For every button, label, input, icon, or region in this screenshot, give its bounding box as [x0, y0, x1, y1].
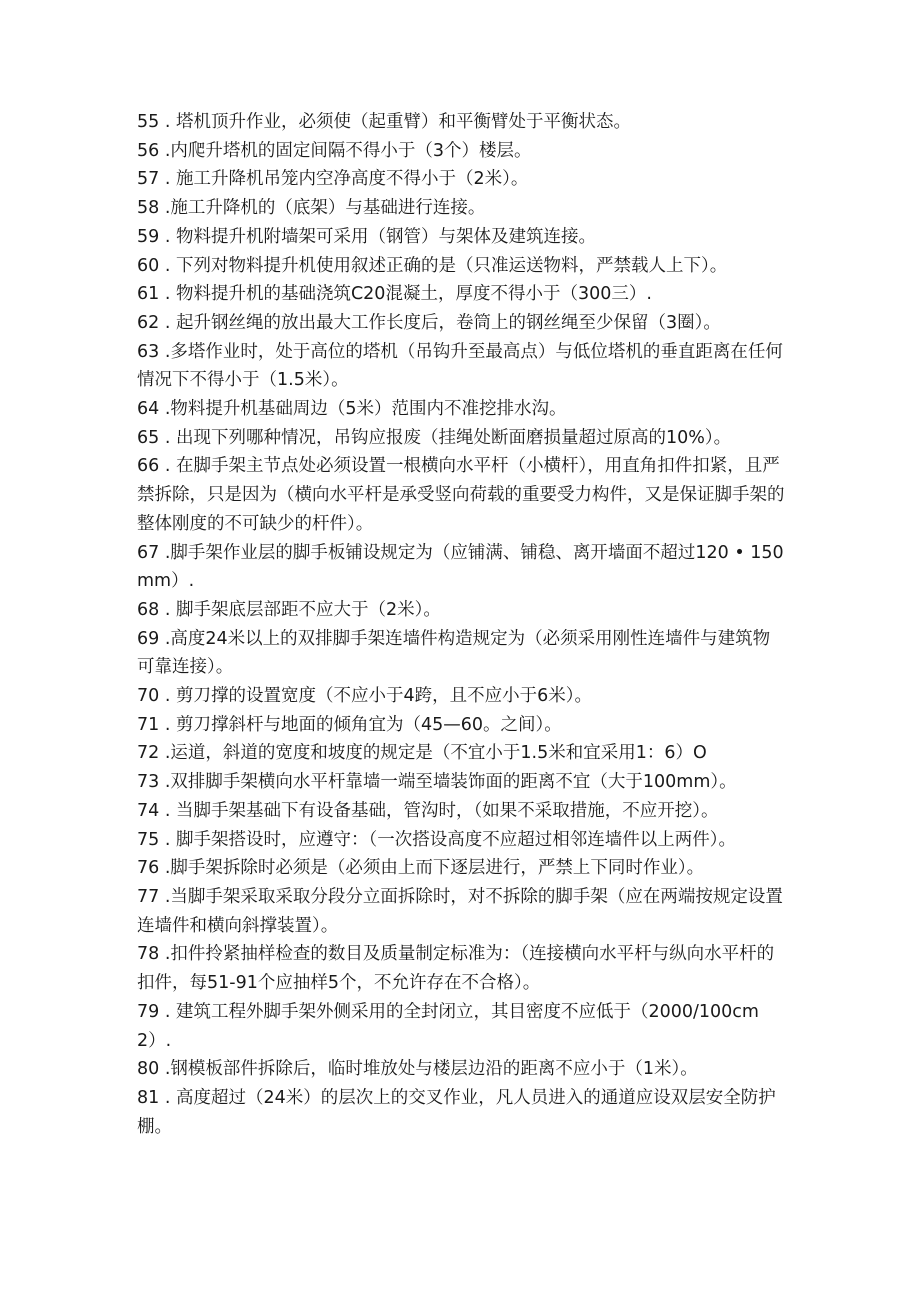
- list-item: 71 . 剪刀撑斜杆与地面的倾角宜为（45—60。之间）。: [137, 714, 562, 735]
- list-item: 66 . 在脚手架主节点处必须设置一根横向水平杆（小横杆），用直角扣件扣紧，且严禁拆除，只是因为（横向水平杆是承受竖向荷载的重要受力构件，又是保证脚手架的整体刚度的不可缺少的杆件）。: [137, 456, 785, 534]
- list-item: 57 . 施工升降机吊笼内空净高度不得小于（2米）。: [137, 169, 529, 190]
- list-item: 70 . 剪刀撑的设置宽度（不应小于4跨，且不应小于6米）。: [137, 686, 592, 707]
- list-item: 80 .钢模板部件拆除后，临时堆放处与楼层边沿的距离不应小于（1米）。: [137, 1059, 698, 1080]
- list-item: 55 . 塔机顶升作业，必须使（起重臂）和平衡臂处于平衡状态。: [137, 112, 631, 132]
- list-item: 81 . 高度超过（24米）的层次上的交叉作业，凡人员进入的通道应设双层安全防护棚。: [137, 1087, 776, 1137]
- list-item: 58 .施工升降机的（底架）与基础进行连接。: [137, 198, 486, 219]
- list-item: 62 . 起升钢丝绳的放出最大工作长度后，卷筒上的钢丝绳至少保留（3圈）。: [137, 312, 721, 333]
- list-item: 67 .脚手架作业层的脚手板铺设规定为（应铺满、铺稳、离开墙面不超过120 • 150mm）.: [137, 542, 784, 592]
- list-item: 72 .运道，斜道的宽度和坡度的规定是（不宜小于1.5米和宜采用1：6）O: [137, 743, 707, 764]
- list-item: 65 . 出现下列哪种情况，吊钩应报废（挂绳处断面磨损量超过原高的10%）。: [137, 427, 732, 448]
- list-item: 78 .扣件拎紧抽样检查的数目及质量制定标准为：（连接横向水平杆与纵向水平杆的扣件，每51-91个应抽样5个，不允许存在不合格）。: [137, 944, 775, 994]
- list-item: 74 . 当脚手架基础下有设备基础，管沟时，（如果不采取措施，不应开挖）。: [137, 800, 719, 821]
- list-item: 61 . 物料提升机的基础浇筑C20混凝土，厚度不得小于（300三）.: [137, 284, 652, 305]
- list-item: 56 .内爬升塔机的固定间隔不得小于（3个）楼层。: [137, 140, 532, 161]
- list-item: 69 .高度24米以上的双排脚手架连墙件构造规定为（必须采用刚性连墙件与建筑物可靠连接）。: [137, 628, 771, 678]
- list-item: 63 .多塔作业时，处于高位的塔机（吊钩升至最高点）与低位塔机的垂直距离在任何情况下不得小于（1.5米）。: [137, 341, 783, 391]
- list-item: 77 .当脚手架采取采取分段分立面拆除时，对不拆除的脚手架（应在两端按规定设置连墙件和横向斜撑装置）。: [137, 886, 783, 936]
- list-item: 60 . 下列对物料提升机使用叙述正确的是（只准运送物料，严禁载人上下）。: [137, 255, 728, 276]
- list-item: 59 . 物料提升机附墙架可采用（钢管）与架体及建筑连接。: [137, 226, 596, 247]
- question-list: [137, 108, 787, 1141]
- list-item: 75 . 脚手架搭设时，应遵守：（一次搭设高度不应超过相邻连墙件以上两件）。: [137, 829, 736, 850]
- list-item: 68 . 脚手架底层部距不应大于（2米）。: [137, 599, 441, 620]
- list-item: 64 .物料提升机基础周边（5米）范围内不准挖排水沟。: [137, 399, 567, 420]
- list-item: 79 . 建筑工程外脚手架外侧采用的全封闭立，其目密度不应低于（2000/100cm2）.: [137, 1001, 759, 1051]
- list-item: 76 .脚手架拆除时必须是（必须由上而下逐层进行，严禁上下同时作业）。: [137, 858, 705, 879]
- list-item: 73 .双排脚手架横向水平杆靠墙一端至墙装饰面的距离不宜（大于100mm）。: [137, 772, 737, 793]
